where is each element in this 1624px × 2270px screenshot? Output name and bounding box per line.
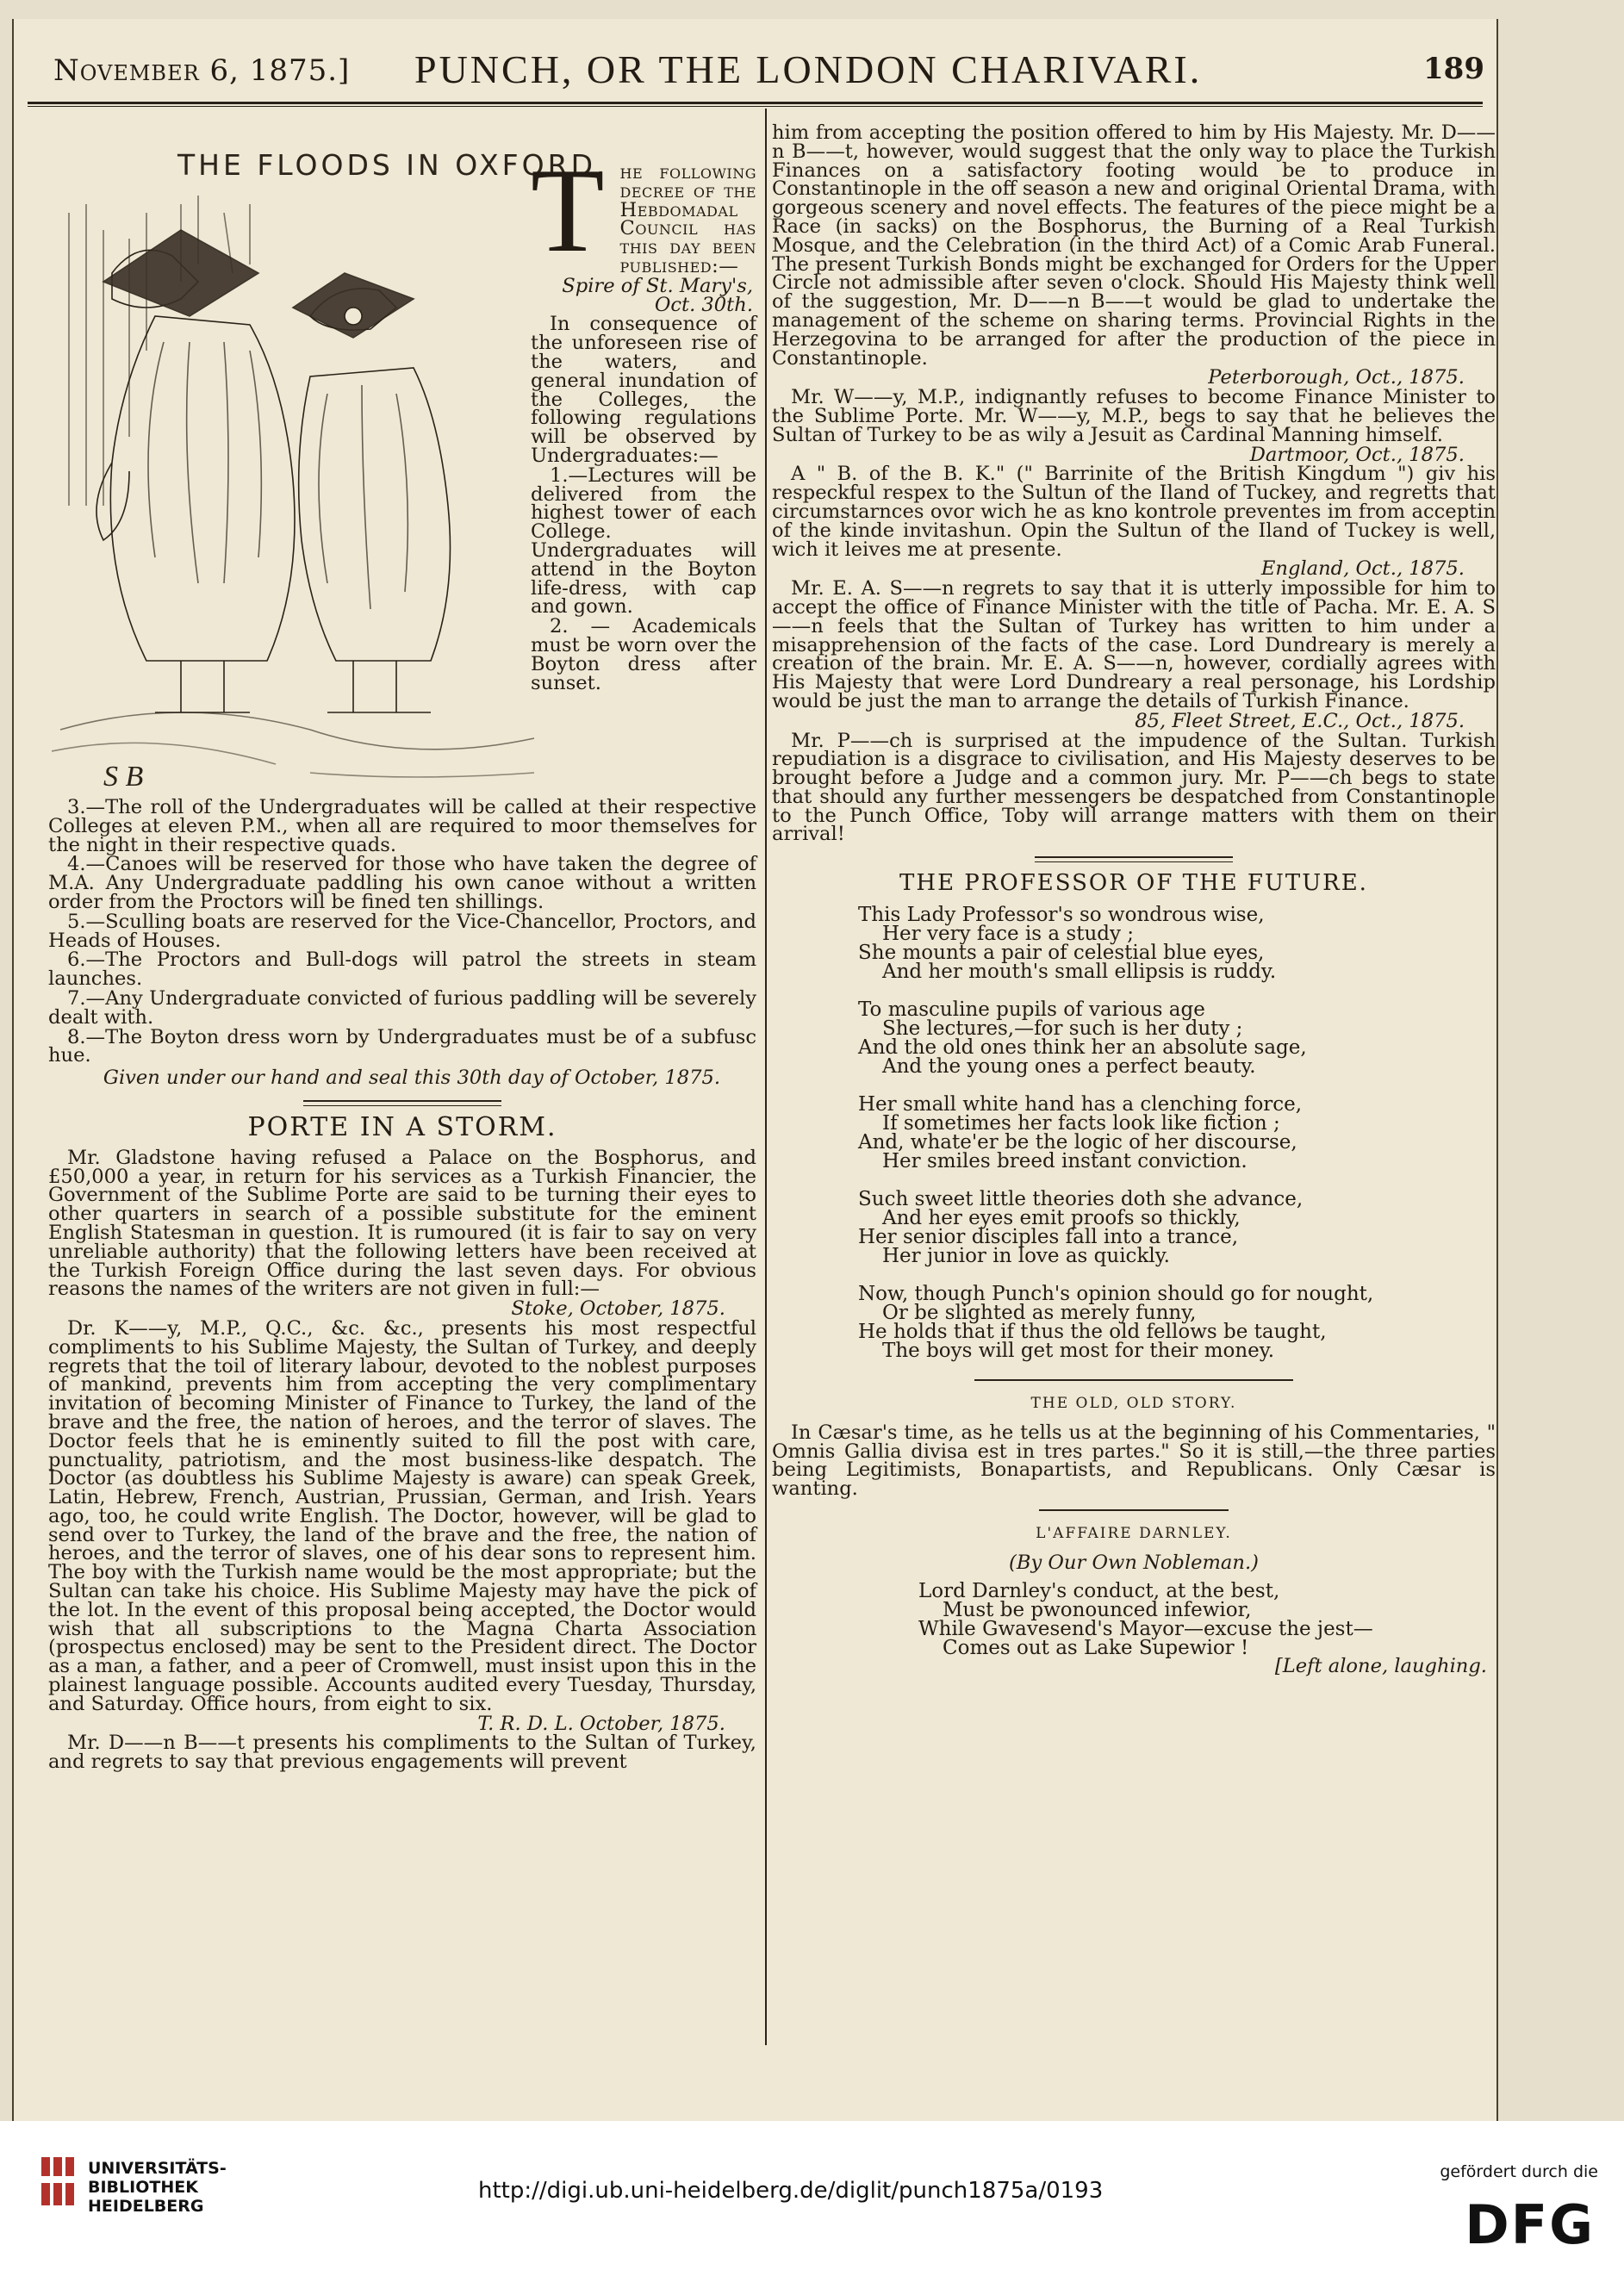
porte-letter-6: Mr. P——ch is surprised at the impudence of the Sultan. Turkish repudiation is a disgrace to civilisation, and His Majesty deserves to be brought before a Judge and a common jury. Mr. P——ch begs to state that should any further messengers be despatched from Constantinople to the Punch Office, Toby will arrange matters with them on their arrival! [772, 729, 1496, 846]
poem-line: He holds that if thus the old fellows be taught, [858, 1321, 1327, 1344]
institution-line: HEIDELBERG [88, 2197, 204, 2216]
university-library-logo-icon [40, 2155, 79, 2207]
porte-sig-6: 85, Fleet Street, E.C., Oct., 1875. [1135, 709, 1465, 732]
floods-rule-4: 4.—Canoes will be reserved for those who have taken the degree of M.A. Any Undergraduate paddling his own canoe without a written order from the Proctors will be fined ten shillings. [48, 853, 756, 913]
darnley-byline: (By Our Own Nobleman.) [1009, 1551, 1259, 1574]
header-rule-thin [28, 106, 1483, 107]
floods-rule-2: 2. — Academicals must be worn over the Boyton dress after sunset. [531, 615, 756, 694]
poem-line: The boys will get most for their money. [882, 1340, 1275, 1363]
poem-line: To masculine pupils of various age [858, 998, 1205, 1022]
funding-note: gefördert durch die [1440, 2162, 1598, 2181]
darnley-poem [918, 1579, 1496, 1659]
digitization-footer [0, 2121, 1624, 2270]
floods-rule-7: 7.—Any Undergraduate convicted of furious paddling will be severely dealt with. [48, 986, 756, 1029]
poem-stanza [858, 1095, 1496, 1171]
funder-logo: DFG [1465, 2193, 1595, 2256]
floods-rule-1: 1.—Lectures will be delivered from the highest tower of each College. Undergraduates will attend in the Boyton life-dress, with cap and gown. [531, 463, 756, 619]
poem-line: She mounts a pair of celestial blue eyes, [858, 942, 1265, 965]
poem-line: Such sweet little theories doth she advance, [858, 1188, 1304, 1211]
right-column [772, 121, 1496, 1677]
poem-stanza [858, 998, 1496, 1079]
page-header [14, 43, 1496, 90]
poem-line: And the young ones a perfect beauty. [882, 1055, 1256, 1079]
floods-paragraph-1: In consequence of the unforeseen rise of the waters, and general inundation of the Colleges, the following regulations will be observed by Undergraduates:— [531, 313, 756, 467]
poem-line: Her smiles breed instant conviction. [882, 1150, 1248, 1173]
porte-letter-4: A " B. of the B. K." (" Barrinite of the British Kingdum ") giv his respeckful respex to the Sultun of the Iland of Tuckey, and regretts that circumstarnces ovor wich he as kno kontrole preventes im from acceptin of the kinde invitashun. Opin the Sultun of the Iland of Tuckey is well, wich it leives me at presente. [772, 463, 1496, 561]
section-rule [303, 1100, 501, 1106]
institution-line: UNIVERSITÄTS- [88, 2159, 227, 2178]
section-rule [974, 1379, 1293, 1381]
porte-sig-2: T. R. D. L. October, 1875. [477, 1712, 725, 1735]
page-number: 189 [1423, 52, 1484, 86]
section-rule [1035, 856, 1233, 862]
porte-letter-2a: Mr. D——n B——t presents his compliments to the Sultan of Turkey, and regrets to say that previous engagements will prevent [48, 1732, 756, 1774]
floods-rule-3: 3.—The roll of the Undergraduates will be called at their respective Colleges at eleven P.M., when all are required to moor themselves for the night in their respective quads. [48, 796, 756, 856]
poem-line: She lectures,—for such is her duty ; [882, 1017, 1243, 1041]
old-story-heading: THE OLD, OLD STORY. [1030, 1395, 1237, 1413]
porte-heading: PORTE IN A STORM. [247, 1111, 557, 1142]
floods-narrow-column [531, 144, 756, 694]
left-column [48, 796, 756, 1774]
floods-heading: THE FLOODS IN OXFORD. [177, 148, 609, 182]
header-date: November 6, 1875.] [53, 53, 351, 88]
old-story-text: In Cæsar's time, as he tells us at the beginning of his Commentaries, " Omnis Gallia divisa est in tres partes." So it is still,—the three parties being Legitimists, Bonapartists, and Republicans. Only Cæsar is wanting. [772, 1421, 1496, 1501]
porte-letter-5: Mr. E. A. S——n regrets to say that it is utterly impossible for him to accept the office of Finance Minister with the title of Pacha. Mr. E. A. S——n feels that the Sultan of Turkey has written to him under a misapprehension of the facts of the case. Lord Dundreary is merely a creation of the brain. Mr. E. A. S——n, however, cordially agrees with His Majesty that were Lord Dundreary a real personage, his Lordship would be just the man to arrange the details of Turkish Finance. [772, 577, 1496, 712]
floods-intro: he following decree of the Hebdomadal Council has this day been published:— [619, 161, 756, 277]
poem-stanza [858, 1190, 1496, 1266]
floods-place: Spire of St. Mary's, Oct. 30th. [562, 274, 753, 316]
porte-sig-1: Stoke, October, 1875. [511, 1297, 725, 1321]
porte-letter-3: Mr. W——y, M.P., indignantly refuses to become Finance Minister to the Sublime Porte. Mr. W——y, M.P., begs to say that he believes the Sultan of Turkey to be as wily a Jesuit as Cardinal Manning himself. [772, 386, 1496, 446]
porte-letter-1: Dr. K——y, M.P., Q.C., &c. &c., presents his most respectful compliments to his Sublime Majesty, the Sultan of Turkey, and deeply regrets that the toil of literary labour, devoted to the noblest purposes of mankind, prevents him from accepting the very complimentary invitation of becoming Minister of Finance to Turkey, the land of the brave and the free, the nation of heroes, and the terror of slaves. The Doctor feels that he is eminently suited to fill the post with care, punctuality, patriotism, and the most business-like despatch. The Doctor (as doubtless his Sublime Majesty is aware) can speak Greek, Latin, Hebrew, French, Austrian, Prussian, German, and Irish. Years ago, too, he could write English. The Doctor, however, will be glad to send over to Turkey, the land of the brave and the free, the nation of heroes, and the terror of slaves, one of his dear sons to represent him. The boy with the Turkish name would be the most appropriate; but the Sultan can take his choice. His Sublime Majesty may have the pick of the lot. In the event of this proposal being accepted, the Doctor would wish that all subscriptions to the Magna Charta Association (prospectus enclosed) may be sent to the President direct. The Doctor as a man, a father, and a peer of Cromwell, must insist upon this in the plainest language possible. Accounts audited every Tuesday, Thursday, and Saturday. Office hours, from eight to six. [48, 1316, 756, 1715]
poem-line: Now, though Punch's opinion should go for nought, [858, 1283, 1374, 1306]
professor-poem [858, 904, 1496, 1363]
institution-line: BIBLIOTHEK [88, 2178, 198, 2197]
poem-line: While Gwavesend's Mayor—excuse the jest— [918, 1617, 1373, 1640]
poem-line: And her mouth's small ellipsis is ruddy. [882, 961, 1277, 984]
poem-line: Her small white hand has a clenching force, [858, 1093, 1303, 1116]
poem-stanza [858, 1283, 1496, 1363]
floods-rule-8: 8.—The Boyton dress worn by Undergraduates must be of a subfusc hue. [48, 1025, 756, 1067]
masthead-title: PUNCH, OR THE LONDON CHARIVARI. [414, 47, 1203, 91]
porte-sig-3: Peterborough, Oct., 1875. [1208, 366, 1465, 389]
professor-heading: THE PROFESSOR OF THE FUTURE. [899, 870, 1368, 897]
porte-letter-2b: him from accepting the position offered to him by His Majesty. Mr. D——n B——t, however, would suggest that the only way to place the Turkish Finances on a satisfactory footing would be to produce in Constantinople in the off season a new and original Oriental Drama, with gorgeous scenery and novel effects. The features of the piece might be a Race (in sacks) on the Bosphorus, the Burning of a Real Turkish Mosque, and the Celebration (in the third Act) of a Comic Arab Funeral. The present Turkish Bonds might be exchanged for Orders for the Upper Circle not admissible after seven o'clock. Should His Majesty think well of the suggestion, Mr. D——n B——t would be glad to undertake the management of the scheme on sharing terms. Provincial Rights in the Herzegovina to be arranged for after the production of the piece in Constantinople. [772, 121, 1496, 370]
poem-line: Her senior disciples fall into a trance, [858, 1226, 1239, 1249]
porte-sig-5: England, Oct., 1875. [1260, 557, 1465, 581]
column-divider [765, 109, 767, 2045]
poem-line: And the old ones think her an absolute sage, [858, 1036, 1307, 1060]
institution-name [88, 2159, 227, 2216]
darnley-exit: [Left alone, laughing. [1274, 1654, 1487, 1677]
porte-sig-4: Dartmoor, Oct., 1875. [1249, 443, 1465, 466]
poem-line: Lord Darnley's conduct, at the best, [918, 1579, 1280, 1602]
poem-line: If sometimes her facts look like fiction ; [882, 1112, 1280, 1135]
poem-line: This Lady Professor's so wondrous wise, [858, 904, 1265, 927]
darnley-heading: L'AFFAIRE DARNLEY. [1036, 1525, 1232, 1543]
section-rule [1039, 1509, 1229, 1511]
poem-line: Comes out as Lake Supewior ! [943, 1636, 1249, 1659]
floods-given: Given under our hand and seal this 30th day of October, 1875. [103, 1067, 721, 1090]
poem-line: And, whate'er be the logic of her discourse, [858, 1131, 1297, 1154]
poem-line: Her junior in love as quickly. [882, 1245, 1170, 1268]
porte-intro: Mr. Gladstone having refused a Palace on the Bosphorus, and £50,000 a year, in return for his services as a Turkish Financier, the Government of the Sublime Porte are said to be turning their eyes to other quarters in search of a possible substitute for the eminent English Statesman in question. It is rumoured (it is fair to say on very unreliable authority) that the following letters have been received at the Turkish Foreign Office during the last seven days. For obvious reasons the names of the writers are not given in full:— [48, 1146, 756, 1301]
source-url[interactable]: http://digi.ub.uni-heidelberg.de/diglit/punch1875a/0193 [478, 2178, 1104, 2204]
poem-line: Her very face is a study ; [882, 923, 1135, 946]
poem-stanza [858, 904, 1496, 984]
cartoon-initials: S B [103, 761, 144, 793]
floods-rule-6: 6.—The Proctors and Bull-dogs will patrol the streets in steam launches. [48, 948, 756, 991]
drop-cap: T [531, 144, 605, 277]
header-rule [28, 102, 1483, 104]
poem-line: Must be pwonounced infewior, [943, 1598, 1252, 1621]
newspaper-page [12, 19, 1498, 2123]
floods-rule-5: 5.—Sculling boats are reserved for the Vice-Chancellor, Proctors, and Heads of Houses. [48, 910, 756, 952]
poem-line: Or be slighted as merely funny, [882, 1302, 1197, 1325]
poem-line: And her eyes emit proofs so thickly, [882, 1207, 1241, 1230]
cartoon-illustration [52, 178, 543, 799]
